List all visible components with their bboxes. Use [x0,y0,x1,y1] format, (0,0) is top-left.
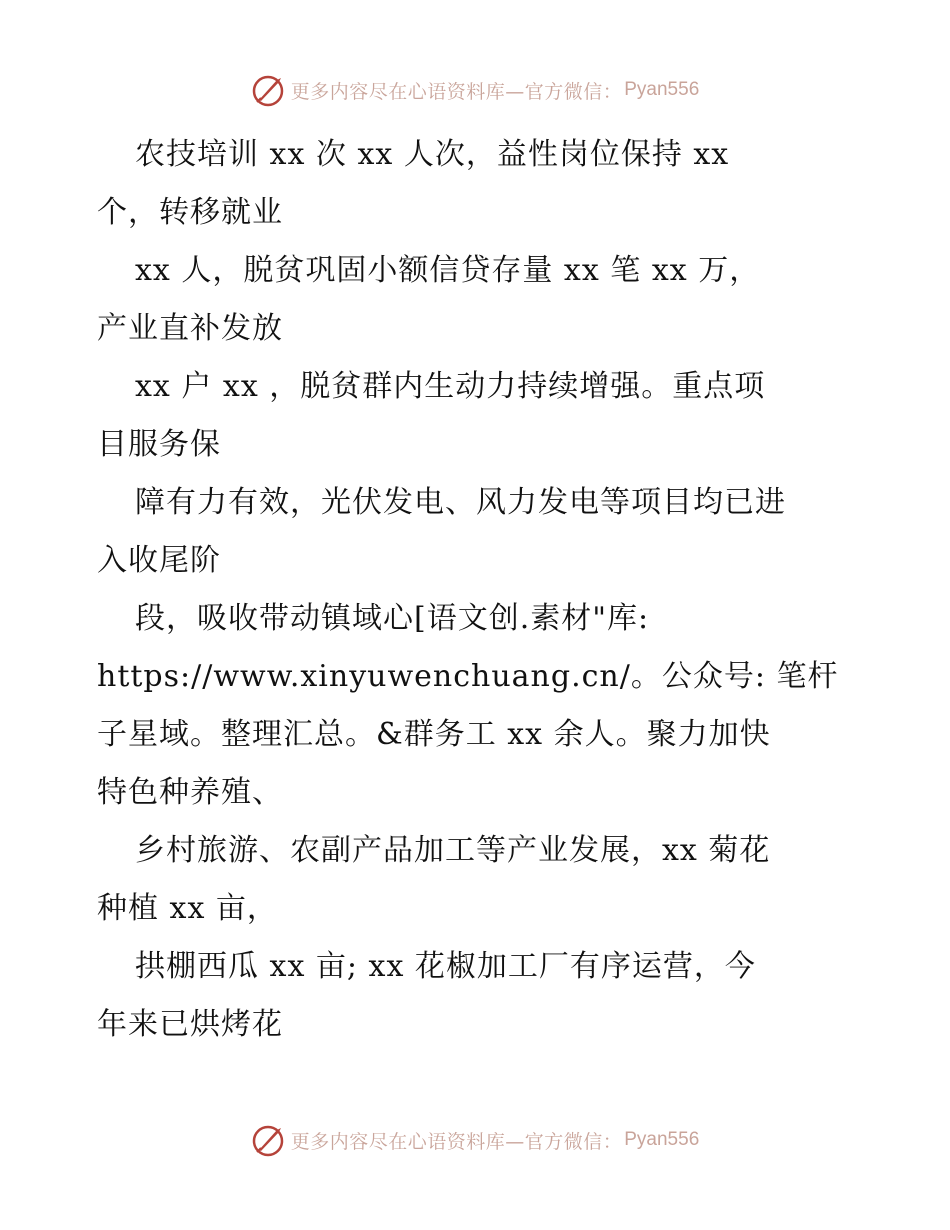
text-line: 子星域。整理汇总。&群务工 xx 余人。聚力加快 [97,717,771,752]
text-line: 障有力有效，光伏发电、风力发电等项目均已进 [135,485,786,520]
quill-logo-icon [251,72,287,108]
text-line: 产业直补发放 [97,311,283,346]
footer-watermark [0,1120,950,1160]
text-line: 入收尾阶 [97,543,221,578]
text-line: xx 人，脱贫巩固小额信贷存量 xx 笔 xx 万， [135,253,761,288]
text-line: xx 户 xx ，脱贫群内生动力持续增强。重点项 [135,369,766,404]
text-line: 段，吸收带动镇域心[语文创.素材"库: [135,601,650,636]
text-line: 乡村旅游、农副产品加工等产业发展，xx 菊花 [135,833,771,868]
text-line: 特色种养殖、 [97,775,283,810]
text-line: 拱棚西瓜 xx 亩; xx 花椒加工厂有序运营，今 [135,949,756,984]
text-line: 目服务保 [97,427,221,462]
text-line: 种植 xx 亩， [97,891,278,926]
text-line: 年来已烘烤花 [97,1007,283,1042]
header-watermark [0,70,950,110]
text-line: 农技培训 xx 次 xx 人次，益性岗位保持 xx [135,137,730,172]
watermark-text: 更多内容尽在心语资料库—官方微信： [290,1130,623,1153]
watermark-handle: Pyan556 [624,1129,700,1150]
watermark-text: 更多内容尽在心语资料库—官方微信： [290,80,623,103]
text-line: https://www.xinyuwenchuang.cn/。公众号: 笔杆 [97,659,839,694]
text-line: 个，转移就业 [97,195,283,230]
watermark-handle: Pyan556 [624,79,700,100]
quill-logo-icon [251,1122,287,1158]
document-body [97,126,857,1054]
